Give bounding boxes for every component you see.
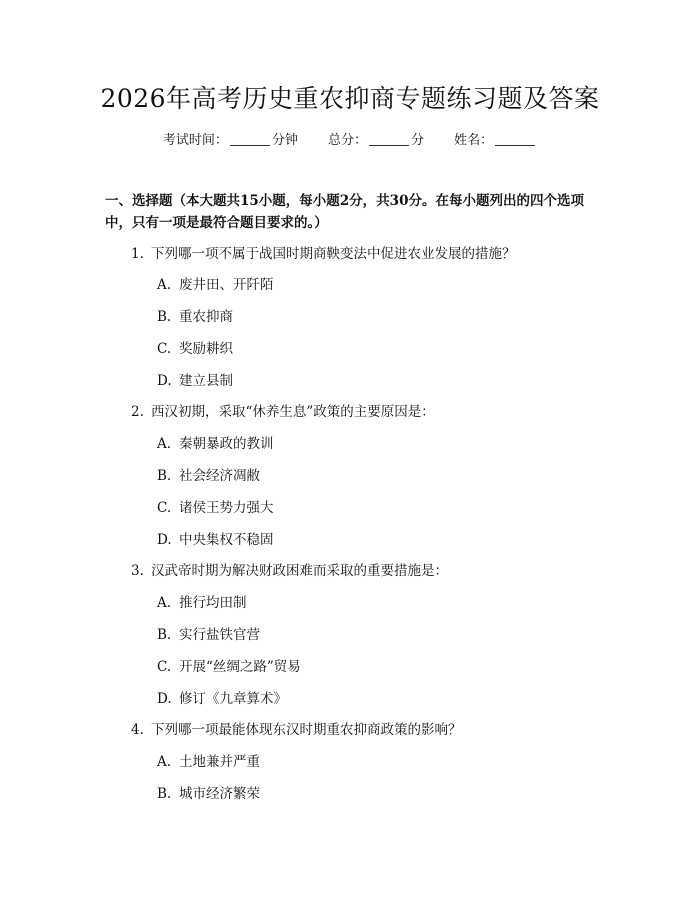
score-blank[interactable] xyxy=(369,132,409,146)
question-text: 汉武帝时期为解决财政困难而采取的重要措施是： xyxy=(151,563,448,579)
option-text: 社会经济凋敝 xyxy=(179,468,260,484)
option-text: 奖励耕织 xyxy=(179,341,233,357)
option-text: 诸侯王势力强大 xyxy=(179,500,274,516)
question-1 xyxy=(131,244,601,264)
option-text: 推行均田制 xyxy=(179,595,247,611)
option-text: 土地兼并严重 xyxy=(179,754,260,770)
name-blank[interactable] xyxy=(495,132,535,146)
question-number: 4. xyxy=(131,722,144,738)
option-letter: A. xyxy=(157,277,172,293)
name-field xyxy=(454,131,537,151)
option-2b[interactable] xyxy=(157,466,260,486)
option-3d[interactable] xyxy=(157,689,287,709)
question-number: 1. xyxy=(131,246,144,262)
question-2 xyxy=(131,402,601,422)
option-letter: C. xyxy=(157,659,172,675)
option-2d[interactable] xyxy=(157,530,274,550)
option-letter: A. xyxy=(157,436,172,452)
option-2a[interactable] xyxy=(157,434,274,454)
option-text: 开展“丝绸之路”贸易 xyxy=(179,659,301,675)
option-letter: D. xyxy=(157,532,172,548)
option-1c[interactable] xyxy=(157,339,233,359)
question-text: 西汉初期，采取“休养生息”政策的主要原因是： xyxy=(151,404,435,420)
option-letter: A. xyxy=(157,754,172,770)
option-2c[interactable] xyxy=(157,498,274,518)
option-text: 修订《九章算术》 xyxy=(179,691,287,707)
option-text: 秦朝暴政的教训 xyxy=(179,436,274,452)
option-letter: B. xyxy=(157,468,172,484)
score-label: 总分： xyxy=(327,133,367,148)
option-3b[interactable] xyxy=(157,625,260,645)
question-text: 下列哪一项不属于战国时期商鞅变法中促进农业发展的措施？ xyxy=(151,246,516,262)
option-letter: B. xyxy=(157,786,172,802)
option-4a[interactable] xyxy=(157,752,260,772)
option-text: 重农抑商 xyxy=(179,309,233,325)
option-text: 中央集权不稳固 xyxy=(179,532,274,548)
option-text: 废井田、开阡陌 xyxy=(179,277,274,293)
option-letter: D. xyxy=(157,373,172,389)
question-number: 2. xyxy=(131,404,144,420)
option-letter: B. xyxy=(157,627,172,643)
score-field xyxy=(328,131,424,151)
score-unit: 分 xyxy=(411,133,425,148)
section-heading: 一、选择题（本大题共15小题，每小题2分，共30分。在每小题列出的四个选项中，只有一项是最符合题目要求的。） xyxy=(105,193,584,231)
option-text: 城市经济繁荣 xyxy=(179,786,260,802)
option-letter: C. xyxy=(157,500,172,516)
time-unit: 分钟 xyxy=(271,133,298,148)
exam-meta xyxy=(0,131,700,151)
time-field xyxy=(163,131,298,151)
name-label: 姓名： xyxy=(454,133,494,148)
option-4b[interactable] xyxy=(157,784,260,804)
option-text: 实行盐铁官营 xyxy=(179,627,260,643)
option-3a[interactable] xyxy=(157,593,247,613)
option-letter: A. xyxy=(157,595,172,611)
option-letter: C. xyxy=(157,341,172,357)
question-3 xyxy=(131,561,601,581)
question-text: 下列哪一项最能体现东汉时期重农抑商政策的影响？ xyxy=(151,722,462,738)
time-blank[interactable] xyxy=(230,132,270,146)
document-title: 2026年高考历史重农抑商专题练习题及答案 xyxy=(100,84,600,113)
option-letter: D. xyxy=(157,691,172,707)
option-1a[interactable] xyxy=(157,275,274,295)
option-1d[interactable] xyxy=(157,371,233,391)
time-label: 考试时间： xyxy=(162,133,228,148)
option-1b[interactable] xyxy=(157,307,233,327)
question-number: 3. xyxy=(131,563,144,579)
option-text: 建立县制 xyxy=(179,373,233,389)
question-4 xyxy=(131,720,601,740)
option-letter: B. xyxy=(157,309,172,325)
option-3c[interactable] xyxy=(157,657,301,677)
